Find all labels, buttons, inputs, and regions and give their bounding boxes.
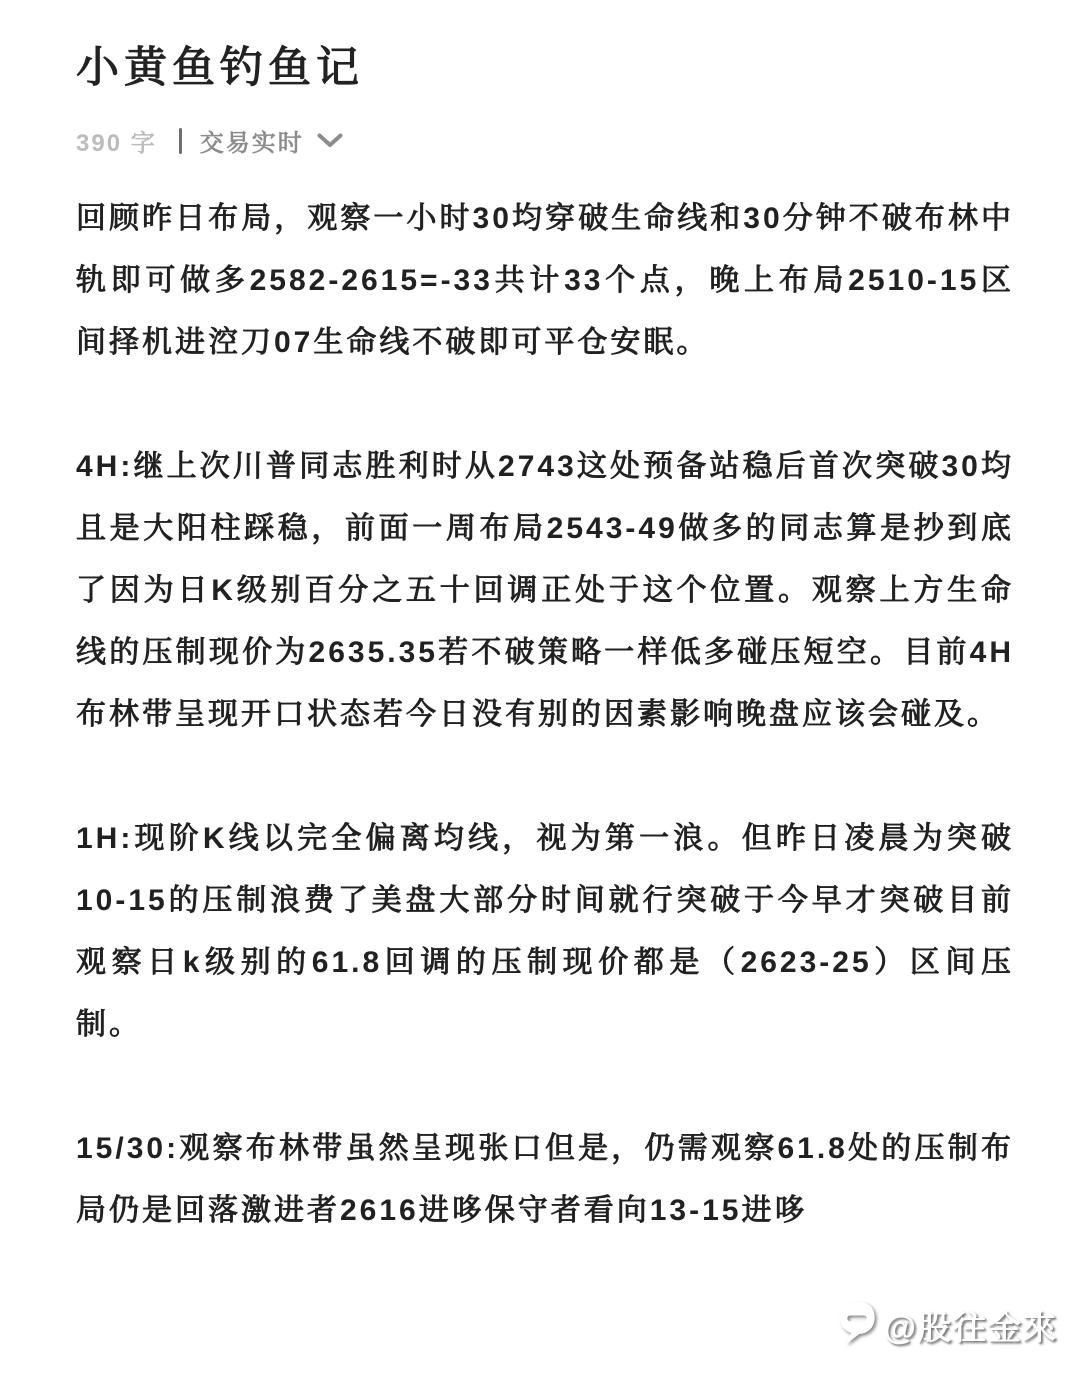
watermark-handle: @股往金來 bbox=[883, 1309, 1058, 1346]
category-label: 交易实时 bbox=[199, 130, 304, 157]
paragraph-1h: 1H:现阶K线以完全偏离均线，视为第一浪。但昨日凌晨为突破10-15的压制浪费了美盘大部分时间就行突破于今早才突破目前观察日k级别的61.8回调的压制现价都是（2623-25）区间压制。 bbox=[76, 822, 1014, 1041]
paragraph-review: 回顾昨日布局，观察一小时30均穿破生命线和30分钟不破布林中轨即可做多2582-2615=-33共计33个点，晚上布局2510-15区间择机进涳刀07生命线不破即可平仓安眠。 bbox=[76, 202, 1014, 359]
paragraph-15-30: 15/30:观察布林带虽然呈现张口但是，仍需观察61.8处的压制布局仍是回落激进者2616进哆保守者看向13-15进哆 bbox=[76, 1132, 1014, 1227]
article-meta bbox=[76, 123, 1014, 158]
watermark bbox=[836, 1298, 1058, 1353]
article-body bbox=[76, 188, 1014, 1242]
category-dropdown[interactable] bbox=[200, 123, 344, 158]
article-title: 小黄鱼钓鱼记 bbox=[76, 44, 364, 92]
paragraph-4h: 4H:继上次川普同志胜利时从2743这处预备站稳后首次突破30均且是大阳柱踩稳，前面一周布局2543-49做多的同志算是抄到底了因为日K级别百分之五十回调正处于这个位置。观察上方生命线的压制现价为2635.35若不破策略一样低多碰压短空。目前4H布林带呈现开口状态若今日没有别的因素影响晚盘应该会碰及。 bbox=[76, 450, 1014, 731]
meta-divider bbox=[179, 128, 182, 154]
speech-bubble-logo-icon bbox=[836, 1298, 878, 1353]
chevron-down-icon[interactable] bbox=[316, 128, 344, 156]
word-count: 390 字 bbox=[76, 130, 157, 157]
